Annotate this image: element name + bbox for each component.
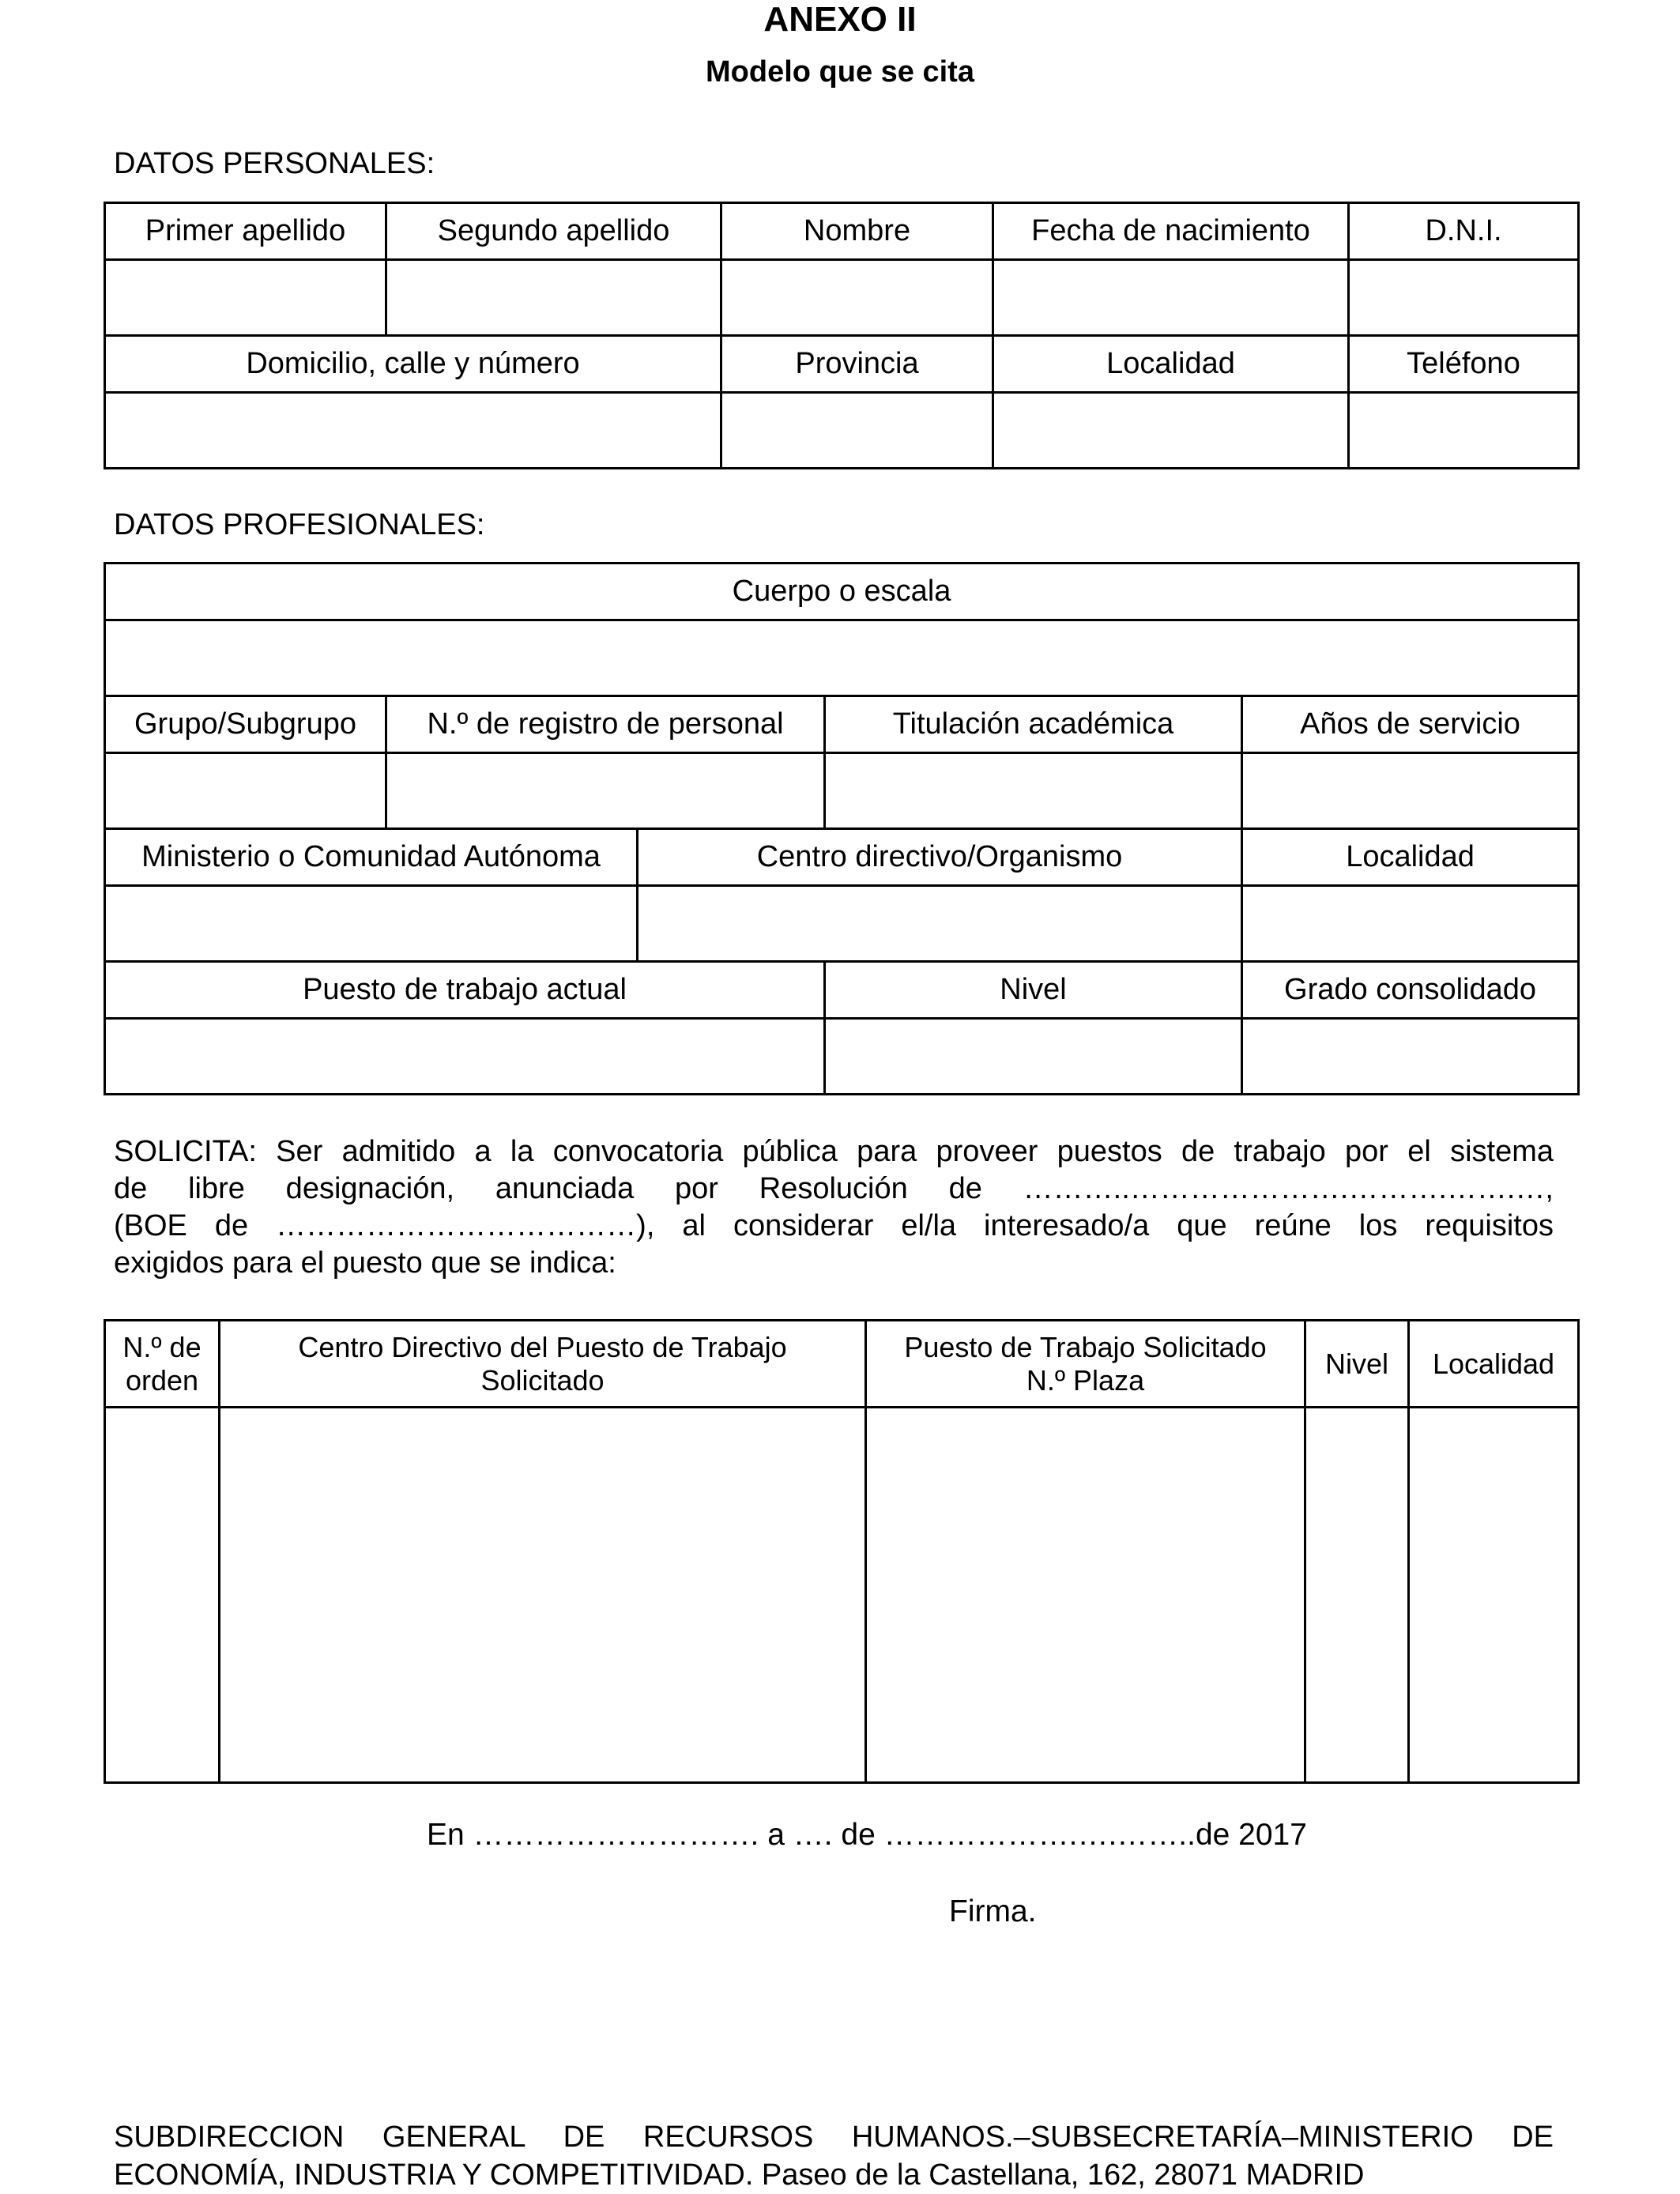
header-localidad: Localidad (993, 336, 1349, 393)
header-domicilio: Domicilio, calle y número (105, 336, 721, 393)
header-ministerio: Ministerio o Comunidad Autónoma (105, 829, 638, 886)
page-subtitle: Modelo que se cita (706, 55, 974, 89)
header-segundo-apellido: Segundo apellido (386, 203, 721, 260)
header-grupo-subgrupo: Grupo/Subgrupo (105, 696, 386, 753)
date-line: En ………………………. a …. de ……………….….……..de 2017 (427, 1818, 1307, 1852)
field-grupo-subgrupo[interactable] (105, 753, 386, 829)
header-puesto-actual: Puesto de trabajo actual (105, 962, 825, 1019)
footer-line: ECONOMÍA, INDUSTRIA Y COMPETITIVIDAD. Paseo de la Castellana, 162, 28071 MADRID (114, 2158, 1365, 2192)
personal-data-heading: DATOS PERSONALES: (114, 147, 435, 180)
header-provincia: Provincia (721, 336, 993, 393)
header-centro-directivo: Centro directivo/Organismo (638, 829, 1242, 886)
header-cuerpo-escala: Cuerpo o escala (105, 564, 1579, 620)
field-localidad-solicitada[interactable] (1409, 1408, 1579, 1783)
field-anos-servicio[interactable] (1242, 753, 1579, 829)
field-nivel-solicitado[interactable] (1305, 1408, 1409, 1783)
header-titulacion: Titulación académica (825, 696, 1242, 753)
page-title: ANEXO II (763, 0, 917, 39)
field-puesto-solicitado[interactable] (866, 1408, 1305, 1783)
solicita-line: (BOE de ………………………………), al considerar el/la interesado/a que reúne los requisitos (114, 1209, 1554, 1242)
header-primer-apellido: Primer apellido (105, 203, 386, 260)
personal-data-table (104, 202, 1580, 469)
header-nombre: Nombre (721, 203, 993, 260)
header-centro-directivo-puesto: Centro Directivo del Puesto de Trabajo Solicitado (220, 1321, 866, 1408)
field-registro-personal[interactable] (386, 753, 825, 829)
header-localidad-solicitada: Localidad (1409, 1321, 1579, 1408)
field-provincia[interactable] (721, 393, 993, 469)
field-fecha-nacimiento[interactable] (993, 260, 1349, 336)
header-fecha-nacimiento: Fecha de nacimiento (993, 203, 1349, 260)
solicita-paragraph (114, 1133, 1554, 1282)
field-nivel[interactable] (825, 1019, 1242, 1095)
field-numero-orden[interactable] (105, 1408, 220, 1783)
field-centro-directivo[interactable] (638, 886, 1242, 962)
header-nivel-solicitado: Nivel (1305, 1321, 1409, 1408)
footer-address (114, 2118, 1554, 2194)
header-registro-personal: N.º de registro de personal (386, 696, 825, 753)
field-ministerio[interactable] (105, 886, 638, 962)
field-grado-consolidado[interactable] (1242, 1019, 1579, 1095)
header-telefono: Teléfono (1349, 336, 1579, 393)
field-primer-apellido[interactable] (105, 260, 386, 336)
field-telefono[interactable] (1349, 393, 1579, 469)
solicita-line: de libre designación, anunciada por Resolución de ………..………………….……….…….…, (114, 1172, 1554, 1205)
field-dni[interactable] (1349, 260, 1579, 336)
header-anos-servicio: Años de servicio (1242, 696, 1579, 753)
requested-posts-table (104, 1319, 1580, 1784)
professional-data-table (104, 562, 1580, 1095)
field-segundo-apellido[interactable] (386, 260, 721, 336)
solicita-line: exigidos para el puesto que se indica: (114, 1246, 616, 1280)
header-dni: D.N.I. (1349, 203, 1579, 260)
header-nivel: Nivel (825, 962, 1242, 1019)
field-titulacion[interactable] (825, 753, 1242, 829)
header-grado-consolidado: Grado consolidado (1242, 962, 1579, 1019)
field-nombre[interactable] (721, 260, 993, 336)
header-puesto-solicitado: Puesto de Trabajo Solicitado N.º Plaza (866, 1321, 1305, 1408)
header-numero-orden: N.º de orden (105, 1321, 220, 1408)
signature-label: Firma. (949, 1894, 1037, 1928)
field-puesto-actual[interactable] (105, 1019, 825, 1095)
header-localidad-prof: Localidad (1242, 829, 1579, 886)
field-localidad[interactable] (993, 393, 1349, 469)
footer-line: SUBDIRECCION GENERAL DE RECURSOS HUMANOS.–SUBSECRETARÍA–MINISTERIO DE (114, 2120, 1554, 2154)
field-cuerpo-escala[interactable] (105, 620, 1579, 696)
solicita-line: SOLICITA: Ser admitido a la convocatoria pública para proveer puestos de trabajo por el sistema (114, 1135, 1554, 1168)
field-domicilio[interactable] (105, 393, 721, 469)
professional-data-heading: DATOS PROFESIONALES: (114, 508, 485, 541)
field-centro-directivo-puesto[interactable] (220, 1408, 866, 1783)
field-localidad-prof[interactable] (1242, 886, 1579, 962)
